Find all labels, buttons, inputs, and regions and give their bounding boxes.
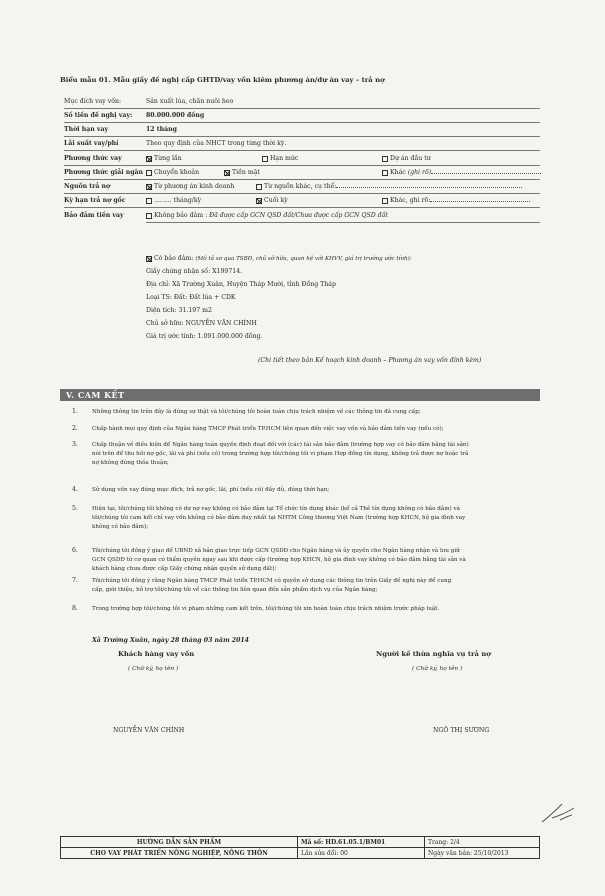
form-title: Biểu mẫu 01. Mẫu giấy đề nghị cấp GHTD/vay vốn kiêm phương án/dự án vay – trả nợ — [60, 76, 385, 84]
checkbox-icon[interactable] — [146, 198, 152, 204]
disbursement-opt2[interactable]: Tiền mặt — [224, 169, 260, 177]
collateral-line: Giấy chứng nhận số: X199714. — [146, 268, 243, 275]
divider — [64, 179, 540, 180]
commitment-number: 4. — [72, 486, 78, 493]
collateral-line: Loại TS: Đất: Đất lúa + CDK — [146, 294, 236, 301]
checkbox-icon[interactable] — [146, 213, 152, 219]
field-label-term: Thời hạn vay — [64, 126, 109, 133]
place-date: Xã Trường Xuân, ngày 28 tháng 03 năm 2014 — [92, 637, 249, 644]
section-header-commitment: V. CAM KẾT — [60, 389, 540, 401]
field-value-rate: Theo quy định của NHCT trong từng thời kỳ. — [146, 140, 287, 147]
signature-left-name: NGUYỄN VĂN CHÍNH — [113, 727, 185, 734]
principal-term-opt2[interactable]: Cuối kỳ — [256, 197, 288, 205]
divider — [64, 108, 540, 109]
repay-source-label: Nguồn trả nợ — [64, 183, 111, 190]
loan-method-opt2[interactable]: Hạn mức — [262, 155, 298, 163]
collateral-line: Diện tích: 31.197 m2 — [146, 307, 212, 314]
loan-method-opt3[interactable]: Dự án đầu tư — [382, 155, 431, 163]
collateral-label: Bảo đảm tiền vay — [64, 212, 124, 219]
divider — [64, 150, 540, 151]
divider — [64, 193, 540, 194]
disbursement-opt1[interactable]: Chuyển khoản — [146, 169, 199, 177]
signature-right-title: Người kế thừa nghĩa vụ trả nợ — [376, 650, 491, 658]
repay-source-opt1[interactable]: Từ phương án kinh doanh — [146, 183, 234, 191]
principal-term-label: Kỳ hạn trả nợ gốc — [64, 197, 126, 204]
commitment-text: cấp, giới thiệu, hỗ trợ tôi/chúng tôi về các thông tin liên quan đến sản phẩm dịch vụ của Ngân hàng; — [92, 587, 378, 593]
collateral-none-option[interactable]: Không bảo đảm : Đã được cấp GCN QSD đất/Chưa được cấp GCN QSD đất — [146, 212, 388, 220]
commitment-number: 7. — [72, 577, 78, 584]
field-label-amount: Số tiền đề nghị vay: — [64, 112, 133, 119]
divider — [64, 136, 540, 137]
commitment-text: nợ không đúng thỏa thuận; — [92, 460, 169, 466]
commitment-text: Trong trường hợp tôi/chúng tôi vi phạm những cam kết trên, tôi/chúng tôi xin hoàn toàn chịu trách nhiệm trước pháp luật. — [92, 606, 440, 612]
checkbox-icon[interactable] — [256, 184, 262, 190]
commitment-text: tôi/chúng tôi cam kết chỉ vay vốn không có bảo đảm duy nhất tại NHTM Công thương Việt Nam (trường hợp KHCN, hộ gia đình vay — [92, 515, 466, 521]
checkbox-checked-icon[interactable] — [224, 170, 230, 176]
footer-table — [60, 836, 540, 859]
collateral-line: Giá trị ước tính: 1.091.000.000 đồng. — [146, 333, 263, 340]
repay-source-opt2[interactable]: Từ nguồn khác, cụ thể: — [256, 183, 522, 191]
field-value-amount: 80.000.000 đồng — [146, 112, 205, 119]
footer-doc-type: HƯỚNG DẪN SẢN PHẨM — [61, 837, 298, 848]
field-label-purpose: Mục đích vay vốn: — [64, 98, 122, 105]
principal-term-opt1[interactable]: ......... tháng/kỳ — [146, 197, 201, 205]
collateral-detail-note: (Chi tiết theo bản Kế hoạch kinh doanh – Phương án vay vốn đính kèm) — [258, 357, 482, 364]
loan-method-opt1[interactable]: Từng lần — [146, 155, 182, 163]
signature-right-name: NGÔ THỊ SƯƠNG — [433, 727, 490, 734]
field-value-purpose: Sản xuất lúa, chăn nuôi heo — [146, 98, 234, 105]
commitment-text: Hiện tại, tôi/chúng tôi không có dư nợ vay không có bảo đảm tại Tổ chức tín dụng khác (kể cả Thẻ tín dụng không có bảo đảm) và — [92, 506, 460, 512]
commitment-text: Chấp thuận về điều kiện để Ngân hàng toàn quyền định đoạt đối với (các) tài sản bảo đảm (trường hợp vay có bảo đảm bằng tài sản) — [92, 442, 469, 448]
checkbox-icon[interactable] — [262, 156, 268, 162]
footer-page: Trang: 2/4 — [425, 837, 540, 848]
checkbox-icon[interactable] — [382, 198, 388, 204]
disbursement-opt3[interactable]: Khác (ghi rõ) — [382, 169, 541, 177]
field-label-rate: Lãi suất vay/phí — [64, 140, 119, 147]
checkbox-checked-icon[interactable] — [146, 156, 152, 162]
commitment-text: Những thông tin trên đây là đúng sự thật và tôi/chúng tôi hoàn toàn chịu trách nhiệm về các thông tin đã cung cấp; — [92, 409, 421, 415]
commitment-text: Sử dụng vốn vay đúng mục đích, trả nợ gốc, lãi, phí (nếu có) đầy đủ, đúng thời hạn; — [92, 487, 330, 493]
commitment-number: 8. — [72, 605, 78, 612]
signature-left-note: ( Chữ ký, họ tên ) — [128, 666, 179, 672]
checkbox-checked-icon[interactable] — [146, 184, 152, 190]
field-value-term: 12 tháng — [146, 126, 177, 133]
footer-doc-date: Ngày văn bản: 25/10/2013 — [425, 848, 540, 859]
commitment-text: không có bảo đảm); — [92, 524, 148, 530]
disbursement-label: Phương thức giải ngân — [64, 169, 144, 176]
footer-revision: Lần sửa đổi: 00 — [298, 848, 425, 859]
commitment-text: khách hàng chưa được cấp Giấy chứng nhận quyền sử dụng đất); — [92, 566, 277, 572]
commitment-number: 6. — [72, 547, 78, 554]
checkbox-icon[interactable] — [382, 156, 388, 162]
footer-code: Mã số: HD.61.05.1/BM01 — [298, 837, 425, 848]
collateral-line: Địa chỉ: Xã Trường Xuân, Huyện Tháp Mười, tỉnh Đồng Tháp — [146, 281, 336, 288]
collateral-line: Chủ sở hữu: NGUYỄN VĂN CHÍNH — [146, 320, 257, 327]
commitment-text: Tôi/chúng tôi đồng ý rằng Ngân hàng TMCP Phát triển TP.HCM có quyền sử dụng các thông tin trên Giấy đề nghị này để cung — [92, 578, 452, 584]
collateral-yes-option[interactable]: Có bảo đảm: (Mô tả sơ qua TSBĐ, chủ sở hữu, quan hệ với KHVV, giá trị trường ước tính): — [146, 255, 412, 263]
commitment-text: GCN QSDĐ từ cơ quan có thẩm quyền ngay sau khi được cấp (trường hợp KHCN, hộ gia đình vay không có bảo đảm bằng tài sản và — [92, 557, 466, 563]
commitment-text: Tôi/chúng tôi đồng ý giao để UBND xã bản giao trực tiếp GCN QSDĐ cho Ngân hàng và ủy quyền cho Ngân hàng nhận và lưu giữ — [92, 548, 460, 554]
checkbox-icon[interactable] — [146, 170, 152, 176]
signature-left-title: Khách hàng vay vốn — [118, 650, 195, 658]
commitment-number: 5. — [72, 505, 78, 512]
divider — [64, 122, 540, 123]
handwritten-initial-mark — [540, 800, 578, 826]
checkbox-checked-icon[interactable] — [256, 198, 262, 204]
divider — [64, 165, 540, 166]
signature-right-note: ( Chữ ký, họ tên ) — [412, 666, 463, 672]
divider — [146, 222, 540, 223]
loan-method-label: Phương thức vay — [64, 155, 122, 162]
commitment-number: 3. — [72, 441, 78, 448]
commitment-text: Chấp hành mọi quy định của Ngân hàng TMCP Phát triển TP.HCM liên quan đến việc vay vốn và bảo đảm tiền vay (nếu có); — [92, 426, 444, 432]
checkbox-icon[interactable] — [382, 170, 388, 176]
commitment-number: 2. — [72, 425, 78, 432]
commitment-number: 1. — [72, 408, 78, 415]
divider — [64, 207, 540, 208]
footer-product: CHO VAY PHÁT TRIỂN NÔNG NGHIỆP, NÔNG THÔN — [61, 848, 298, 859]
checkbox-checked-icon[interactable] — [146, 256, 152, 262]
principal-term-opt3[interactable]: Khác, ghi rõ: — [382, 197, 530, 205]
commitment-text: nói trên để thu hồi nợ gốc, lãi và phí (nếu có) trong trường hợp tôi/chúng tôi vi phạm Hợp đồng tín dụng, không trả được nợ hoặc trả — [92, 451, 469, 457]
